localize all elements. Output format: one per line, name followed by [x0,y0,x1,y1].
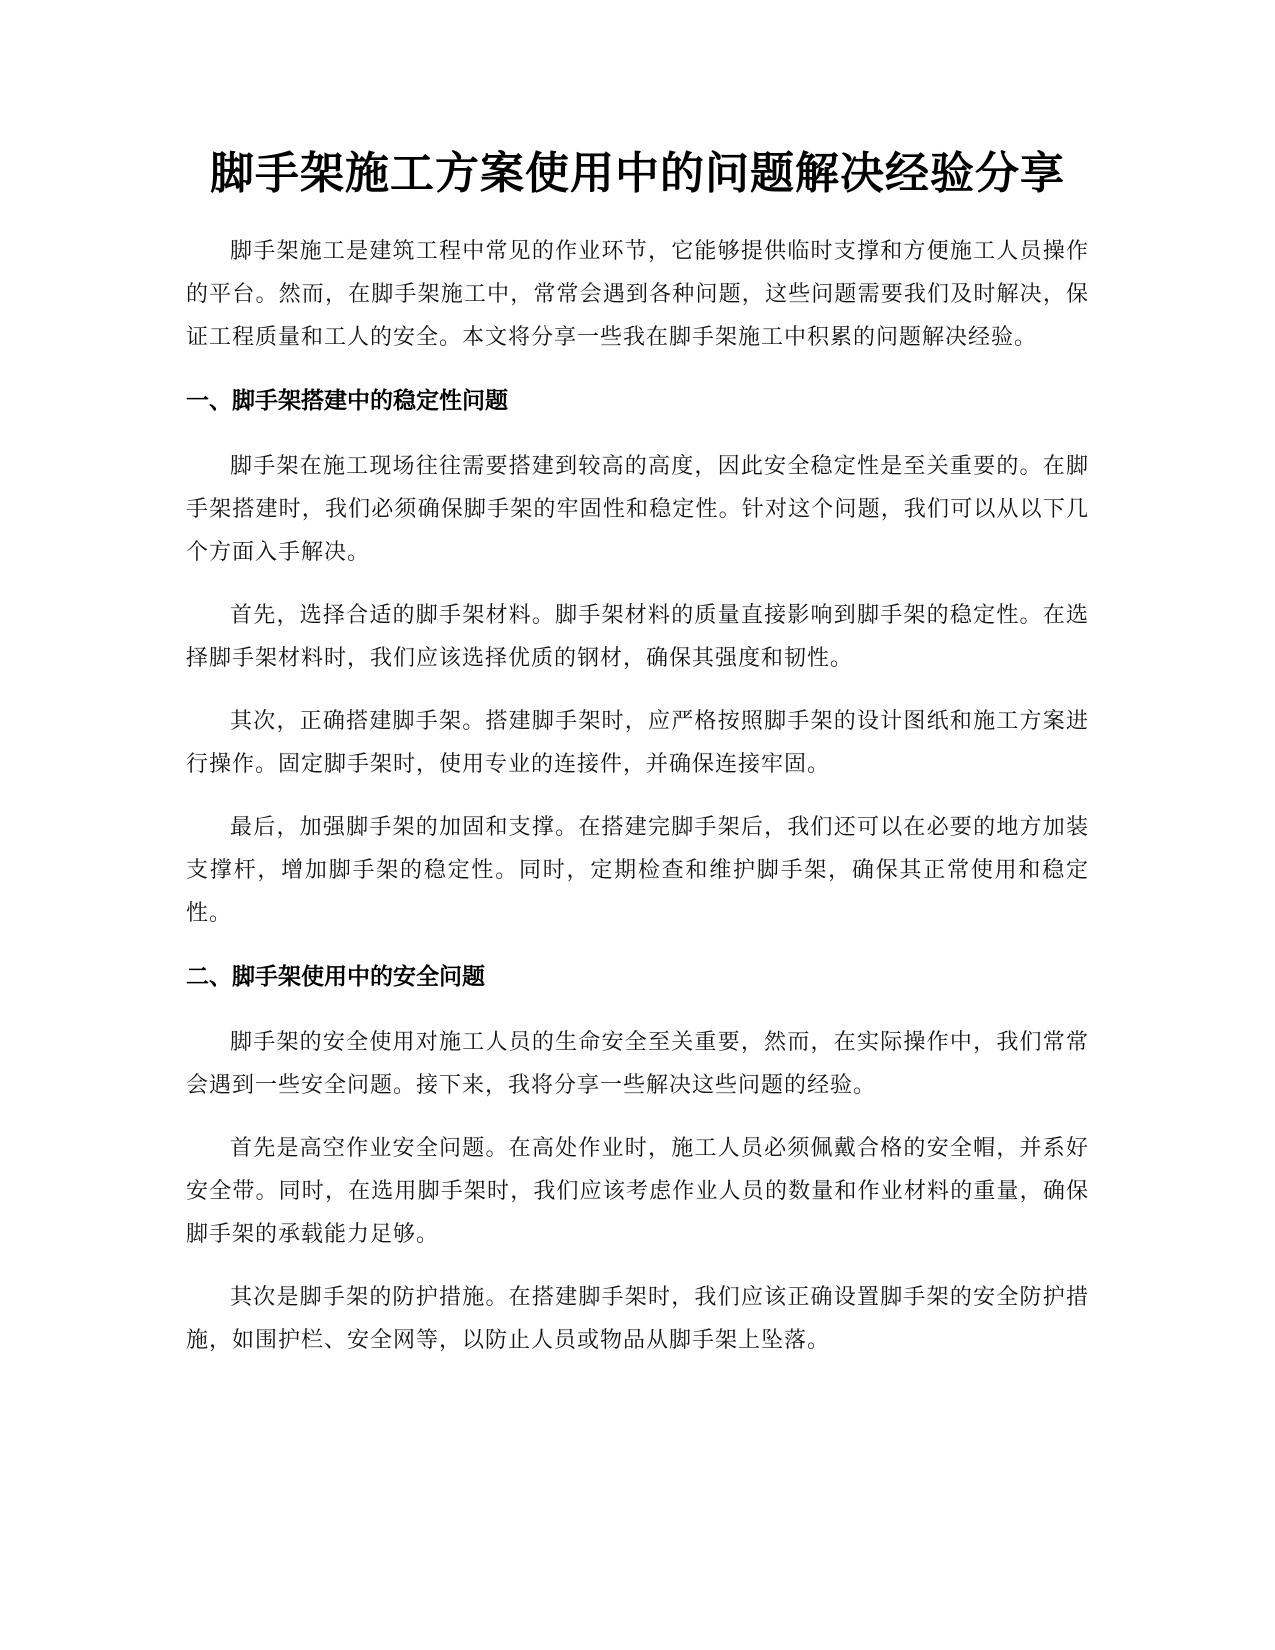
section-paragraph: 首先是高空作业安全问题。在高处作业时，施工人员必须佩戴合格的安全帽，并系好安全带。同时，在选用脚手架时，我们应该考虑作业人员的数量和作业材料的重量，确保脚手架的承载能力足够。 [186,1136,1089,1247]
section-paragraph: 脚手架的安全使用对施工人员的生命安全至关重要，然而，在实际操作中，我们常常会遇到一些安全问题。接下来，我将分享一些解决这些问题的经验。 [186,1030,1089,1098]
section-paragraph: 首先，选择合适的脚手架材料。脚手架材料的质量直接影响到脚手架的稳定性。在选择脚手架材料时，我们应该选择优质的钢材，确保其强度和韧性。 [186,603,1089,671]
document-body [186,140,1089,1362]
section-paragraph: 脚手架在施工现场往往需要搭建到较高的高度，因此安全稳定性是至关重要的。在脚手架搭建时，我们必须确保脚手架的牢固性和稳定性。针对这个问题，我们可以从以下几个方面入手解决。 [186,454,1089,565]
section-paragraph: 最后，加强脚手架的加固和支撑。在搭建完脚手架后，我们还可以在必要的地方加装支撑杆，增加脚手架的稳定性。同时，定期检查和维护脚手架，确保其正常使用和稳定性。 [186,815,1089,926]
section-paragraph: 其次是脚手架的防护措施。在搭建脚手架时，我们应该正确设置脚手架的安全防护措施，如围护栏、安全网等，以防止人员或物品从脚手架上坠落。 [186,1285,1089,1353]
section-heading: 一、脚手架搭建中的稳定性问题 [186,388,508,414]
section-heading: 二、脚手架使用中的安全问题 [186,964,485,990]
section-safety [186,957,1089,1362]
section-paragraph: 其次，正确搭建脚手架。搭建脚手架时，应严格按照脚手架的设计图纸和施工方案进行操作。固定脚手架时，使用专业的连接件，并确保连接牢固。 [186,709,1089,777]
section-stability [186,381,1089,935]
document-title: 脚手架施工方案使用中的问题解决经验分享 [210,148,1065,199]
intro-paragraph: 脚手架施工是建筑工程中常见的作业环节，它能够提供临时支撑和方便施工人员操作的平台。然而，在脚手架施工中，常常会遇到各种问题，这些问题需要我们及时解决，保证工程质量和工人的安全。本文将分享一些我在脚手架施工中积累的问题解决经验。 [186,239,1089,350]
